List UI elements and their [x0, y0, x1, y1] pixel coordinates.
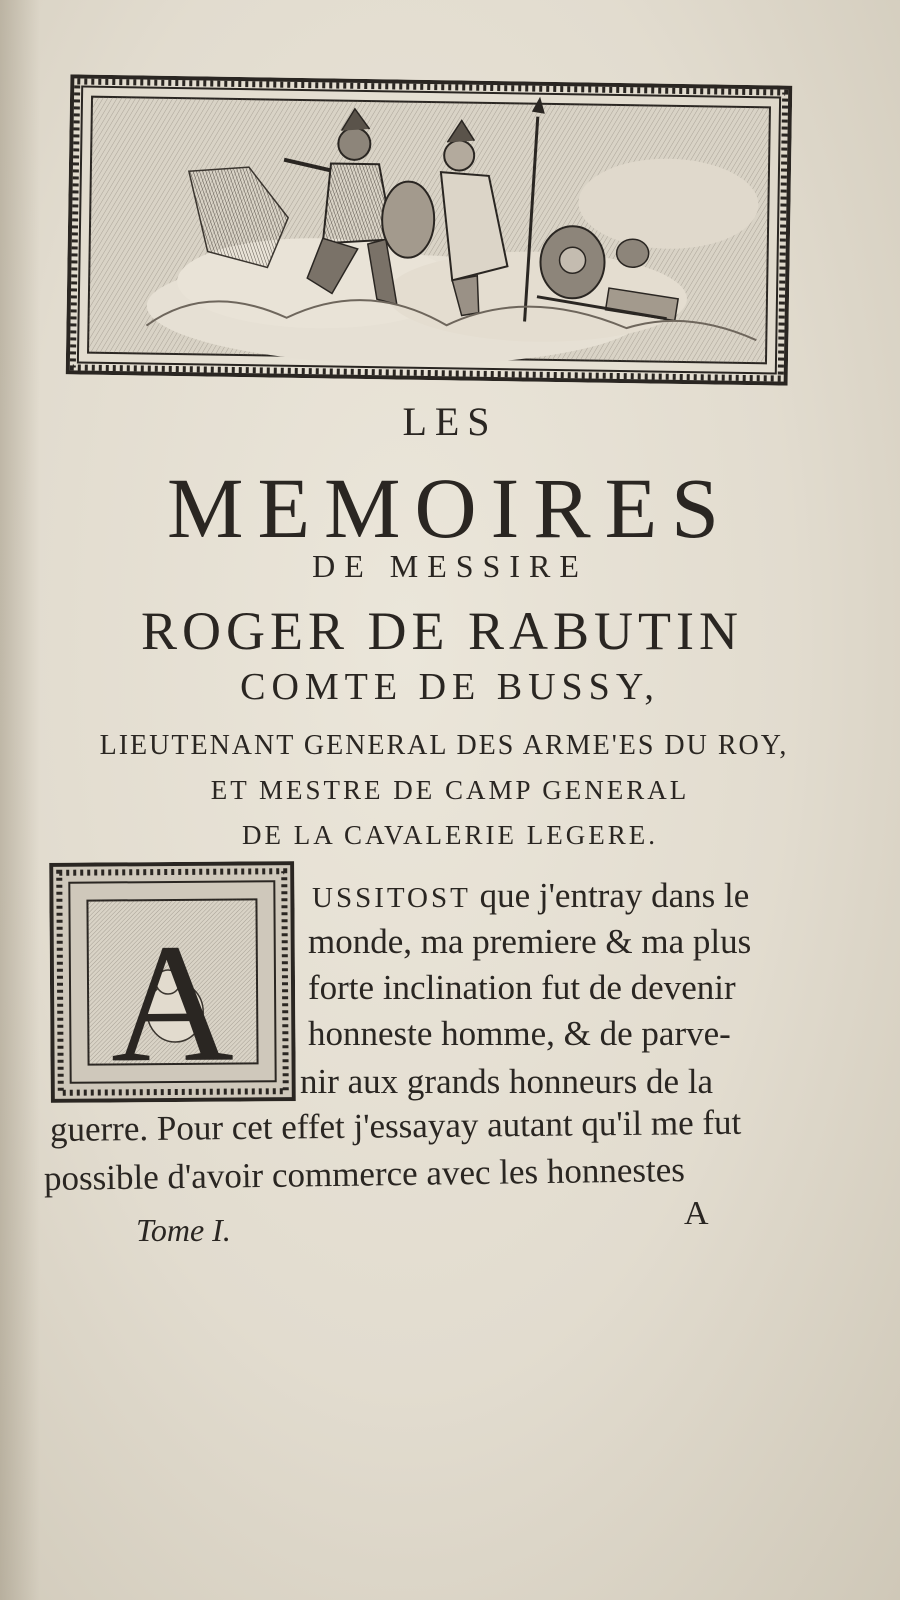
body-line-2: monde, ma premiere & ma plus [308, 922, 752, 961]
body-line-1-rest: que j'entray dans le [470, 876, 750, 915]
title-lieutenant-line: LIEUTENANT GENERAL DES ARME'ES DU ROY, [99, 730, 789, 761]
headpiece-engraving-icon [66, 74, 793, 385]
drop-cap-letter: A [110, 908, 235, 1098]
title-les: LES [402, 399, 498, 444]
title-mestre-line: ET MESTRE DE CAMP GENERAL [210, 775, 690, 805]
body-line-7: possible d'avoir commerce avec les honnestes [43, 1150, 686, 1198]
title-author-name: ROGER DE RABUTIN [141, 601, 743, 661]
title-cavalerie-line: DE LA CAVALERIE LEGERE. [242, 820, 658, 850]
volume-number: Tome I. [136, 1212, 231, 1248]
body-line-1-caps: USSITOST [312, 882, 471, 914]
signature-mark: A [684, 1195, 709, 1232]
title-memoires: MEMOIRES [167, 460, 733, 556]
body-line-6: guerre. Pour cet effet j'essayay autant qu'il me fut [49, 1102, 742, 1149]
body-line-4: honneste homme, & de parve- [308, 1014, 731, 1053]
body-line-3: forte inclination fut de devenir [308, 968, 736, 1007]
title-de-messire: DE MESSIRE [312, 548, 588, 584]
title-comte: COMTE DE BUSSY, [240, 666, 660, 708]
body-line-5: nir aux grands honneurs de la [300, 1062, 714, 1101]
body-line-1 [312, 872, 749, 922]
drop-cap-initial-icon [49, 861, 296, 1103]
